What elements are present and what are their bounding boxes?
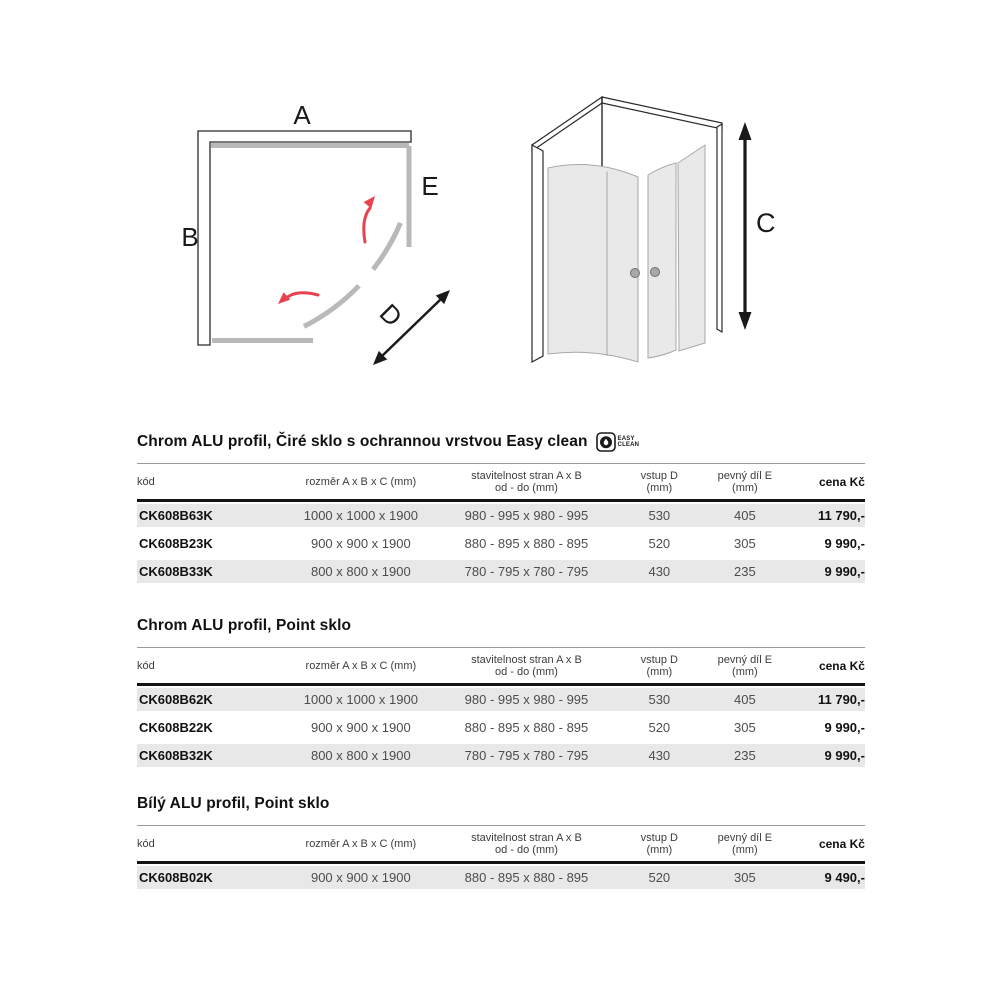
glass-door-left	[548, 165, 638, 362]
col-header-cena: cena Kč	[818, 659, 865, 673]
top-rail-right	[602, 97, 722, 129]
col-header-pevny: pevný díl E (mm)	[717, 654, 773, 678]
wall-profile-left	[532, 145, 543, 362]
col-header-stavitelnost: stavitelnost stran A x B od - do (mm)	[471, 832, 582, 856]
easy-clean-label: EASY CLEAN	[617, 436, 640, 448]
table-body	[137, 504, 865, 583]
height-arrow-head-top	[739, 122, 752, 140]
table-header	[137, 463, 865, 502]
cell-pevny: 305	[734, 536, 756, 551]
cell-kod: CK608B22K	[139, 720, 213, 735]
cell-stavitelnost: 780 - 795 x 780 - 795	[464, 748, 589, 763]
col-header-pevny: pevný díl E (mm)	[717, 470, 773, 494]
cell-rozmer: 800 x 800 x 1900	[310, 564, 411, 579]
dim-label-b: B	[181, 222, 199, 252]
swing-arrow-left	[285, 293, 318, 299]
cell-cena: 9 990,-	[824, 564, 865, 579]
section-title: Chrom ALU profil, Point sklo	[137, 617, 352, 634]
dim-label-c: C	[756, 208, 776, 238]
cell-vstup: 530	[648, 692, 671, 707]
height-arrow-head-bottom	[739, 312, 752, 330]
col-header-kod: kód	[137, 660, 155, 672]
cell-vstup: 430	[648, 748, 671, 763]
col-header-kod: kód	[137, 838, 155, 850]
glass-door-right	[648, 163, 676, 358]
col-header-cena: cena Kč	[818, 475, 865, 489]
col-header-stavitelnost: stavitelnost stran A x B od - do (mm)	[471, 654, 582, 678]
col-header-pevny: pevný díl E (mm)	[717, 832, 773, 856]
section-title: Bílý ALU profil, Point sklo	[137, 795, 330, 812]
cell-stavitelnost: 980 - 995 x 980 - 995	[464, 692, 589, 707]
col-header-kod: kód	[137, 476, 155, 488]
col-header-rozmer: rozměr A x B x C (mm)	[305, 660, 417, 672]
product-section-easy-clean	[137, 432, 865, 583]
cell-pevny: 235	[734, 748, 756, 763]
easy-clean-drop-icon	[596, 432, 616, 452]
cell-rozmer: 900 x 900 x 1900	[310, 720, 411, 735]
table-row	[137, 744, 865, 767]
cell-vstup: 520	[648, 536, 671, 551]
table-row	[137, 688, 865, 711]
table-row	[137, 504, 865, 527]
table-row	[137, 716, 865, 739]
cell-vstup: 520	[648, 870, 671, 885]
table-row	[137, 532, 865, 555]
product-section-point	[137, 616, 865, 767]
cell-rozmer: 800 x 800 x 1900	[310, 748, 411, 763]
cell-kod: CK608B23K	[139, 536, 213, 551]
cell-kod: CK608B32K	[139, 748, 213, 763]
col-header-vstup: vstup D (mm)	[640, 832, 678, 856]
table-row	[137, 866, 865, 889]
col-header-rozmer: rozměr A x B x C (mm)	[305, 476, 417, 488]
swing-arrow-up-head	[364, 196, 375, 208]
cell-rozmer: 1000 x 1000 x 1900	[303, 508, 418, 523]
swing-arrow-up	[364, 208, 370, 242]
cell-cena: 9 990,-	[824, 720, 865, 735]
table-body	[137, 688, 865, 767]
dim-label-e: E	[421, 171, 439, 201]
door-swing-arrows	[278, 196, 375, 304]
cell-pevny: 305	[734, 720, 756, 735]
cell-pevny: 235	[734, 564, 756, 579]
col-header-vstup: vstup D (mm)	[640, 470, 678, 494]
col-header-vstup: vstup D (mm)	[640, 654, 678, 678]
product-section-white-point	[137, 794, 865, 889]
door-knob-left	[631, 269, 640, 278]
cell-rozmer: 1000 x 1000 x 1900	[303, 692, 418, 707]
wall-profile-right	[717, 124, 722, 332]
cell-cena: 9 990,-	[824, 536, 865, 551]
table-row	[137, 560, 865, 583]
table-header	[137, 647, 865, 686]
top-rail-left	[532, 97, 602, 151]
door-knob-right	[651, 268, 660, 277]
section-title: Chrom ALU profil, Čiré sklo s ochrannou vrstvou Easy clean	[137, 433, 588, 450]
easy-clean-badge	[596, 432, 640, 452]
cell-stavitelnost: 980 - 995 x 980 - 995	[464, 508, 589, 523]
cell-vstup: 430	[648, 564, 671, 579]
perspective-view-diagram	[515, 80, 795, 400]
table-body	[137, 866, 865, 889]
cell-vstup: 520	[648, 720, 671, 735]
cell-cena: 9 490,-	[824, 870, 865, 885]
cell-stavitelnost: 880 - 895 x 880 - 895	[464, 720, 589, 735]
cell-rozmer: 900 x 900 x 1900	[310, 870, 411, 885]
sliding-door-arc-left	[304, 286, 359, 327]
sliding-door-arc-right	[373, 223, 400, 270]
swing-arrow-left-head	[278, 292, 290, 304]
cell-kod: CK608B33K	[139, 564, 213, 579]
cell-rozmer: 900 x 900 x 1900	[310, 536, 411, 551]
cell-pevny: 405	[734, 508, 756, 523]
col-header-rozmer: rozměr A x B x C (mm)	[305, 838, 417, 850]
cell-cena: 9 990,-	[824, 748, 865, 763]
top-view-diagram	[165, 85, 495, 405]
cell-kod: CK608B63K	[139, 508, 213, 523]
cell-stavitelnost: 880 - 895 x 880 - 895	[464, 870, 589, 885]
cell-pevny: 405	[734, 692, 756, 707]
cell-stavitelnost: 880 - 895 x 880 - 895	[464, 536, 589, 551]
col-header-stavitelnost: stavitelnost stran A x B od - do (mm)	[471, 470, 582, 494]
dim-label-d: D	[373, 297, 409, 333]
dim-label-a: A	[293, 100, 311, 130]
glass-fixed-panel	[678, 145, 705, 351]
col-header-cena: cena Kč	[818, 837, 865, 851]
height-arrow	[739, 122, 752, 330]
cell-cena: 11 790,-	[817, 508, 865, 523]
cell-vstup: 530	[648, 508, 671, 523]
cell-pevny: 305	[734, 870, 756, 885]
cell-stavitelnost: 780 - 795 x 780 - 795	[464, 564, 589, 579]
cell-kod: CK608B62K	[139, 692, 213, 707]
cell-cena: 11 790,-	[817, 692, 865, 707]
table-header	[137, 825, 865, 864]
cell-kod: CK608B02K	[139, 870, 213, 885]
